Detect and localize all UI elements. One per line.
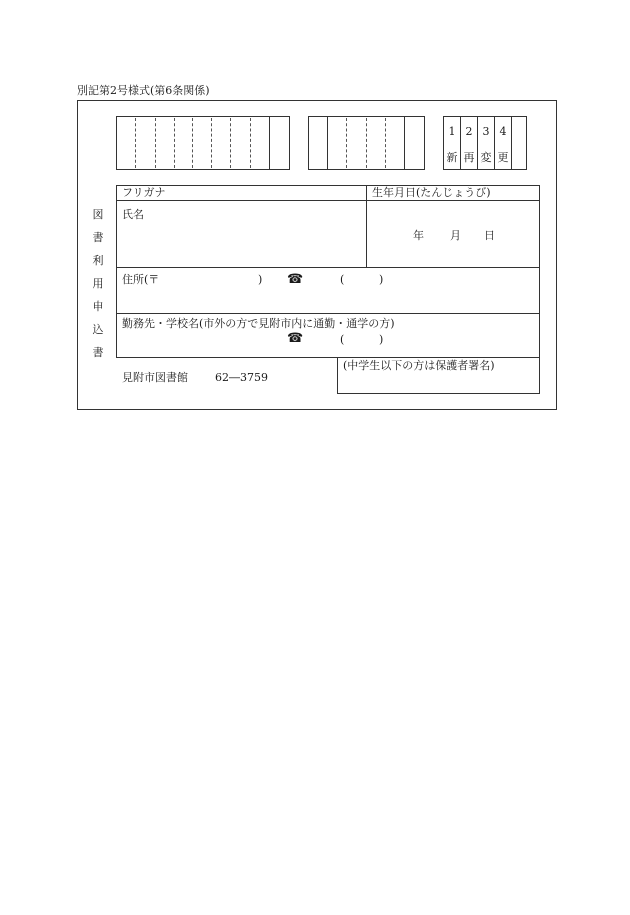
telephone-icon: ☎ (287, 272, 304, 287)
option-number-reissue: 2 (465, 125, 473, 138)
vertical-title-char: 書 (92, 231, 104, 244)
card-number-field-1[interactable] (116, 116, 290, 170)
vertical-title-char: 図 (92, 208, 104, 221)
card-digit-divider (366, 118, 367, 168)
form-number: 別記第2号様式(第6条関係) (77, 84, 210, 97)
option-number-change: 3 (482, 125, 490, 138)
telephone-icon: ☎ (287, 331, 304, 346)
card-digit-divider (230, 118, 231, 168)
row-divider (117, 267, 539, 268)
card-digit-divider (346, 118, 347, 168)
card-digit-divider (192, 118, 193, 168)
address-input[interactable] (122, 288, 536, 310)
vertical-title-char: 書 (92, 346, 104, 359)
vertical-title-char: 用 (92, 277, 104, 290)
birth-month-unit: 月 (450, 229, 461, 242)
phone-open-paren: ( (340, 273, 345, 286)
option-divider (477, 117, 478, 169)
card-digit-divider (385, 118, 386, 168)
vertical-title-char: 利 (92, 254, 104, 267)
name-label: 氏名 (122, 208, 144, 221)
name-input[interactable] (122, 224, 362, 264)
birth-day-unit: 日 (484, 229, 495, 242)
row-divider (117, 200, 539, 201)
card-digit-divider (250, 118, 251, 168)
furigana-label: フリガナ (122, 186, 166, 199)
workplace-input[interactable] (122, 332, 282, 354)
card-digit-divider (135, 118, 136, 168)
birthdate-label: 生年月日(たんじょうび) (372, 186, 491, 199)
card-digit-divider (269, 117, 270, 169)
workplace-label: 勤務先・学校名(市外の方で見附市内に通勤・通学の方) (122, 317, 395, 330)
option-divider (511, 117, 512, 169)
option-number-new: 1 (448, 125, 456, 138)
card-digit-divider (404, 117, 405, 169)
card-digit-divider (211, 118, 212, 168)
phone-close-paren: ) (379, 273, 384, 286)
option-divider (460, 117, 461, 169)
option-label-reissue[interactable]: 再 (463, 151, 475, 164)
library-phone: 62―3759 (215, 371, 268, 384)
work-phone-close-paren: ) (379, 333, 384, 346)
work-phone-open-paren: ( (340, 333, 345, 346)
postal-code-close: ) (258, 273, 263, 286)
card-digit-divider (327, 117, 328, 169)
guardian-label: (中学生以下の方は保護者署名) (343, 359, 495, 372)
address-label: 住所(〒 (122, 273, 160, 286)
row-divider (117, 313, 539, 314)
option-divider (494, 117, 495, 169)
vertical-title-char: 申 (92, 300, 104, 313)
column-divider (366, 186, 367, 267)
birth-year-unit: 年 (413, 229, 424, 242)
vertical-title-char: 込 (92, 323, 104, 336)
option-label-renew[interactable]: 更 (497, 151, 509, 164)
card-digit-divider (155, 118, 156, 168)
option-label-new[interactable]: 新 (446, 151, 458, 164)
option-number-renew: 4 (499, 125, 507, 138)
furigana-input[interactable] (190, 187, 360, 200)
library-name: 見附市図書館 (122, 371, 188, 384)
option-label-change[interactable]: 変 (480, 151, 492, 164)
card-digit-divider (174, 118, 175, 168)
